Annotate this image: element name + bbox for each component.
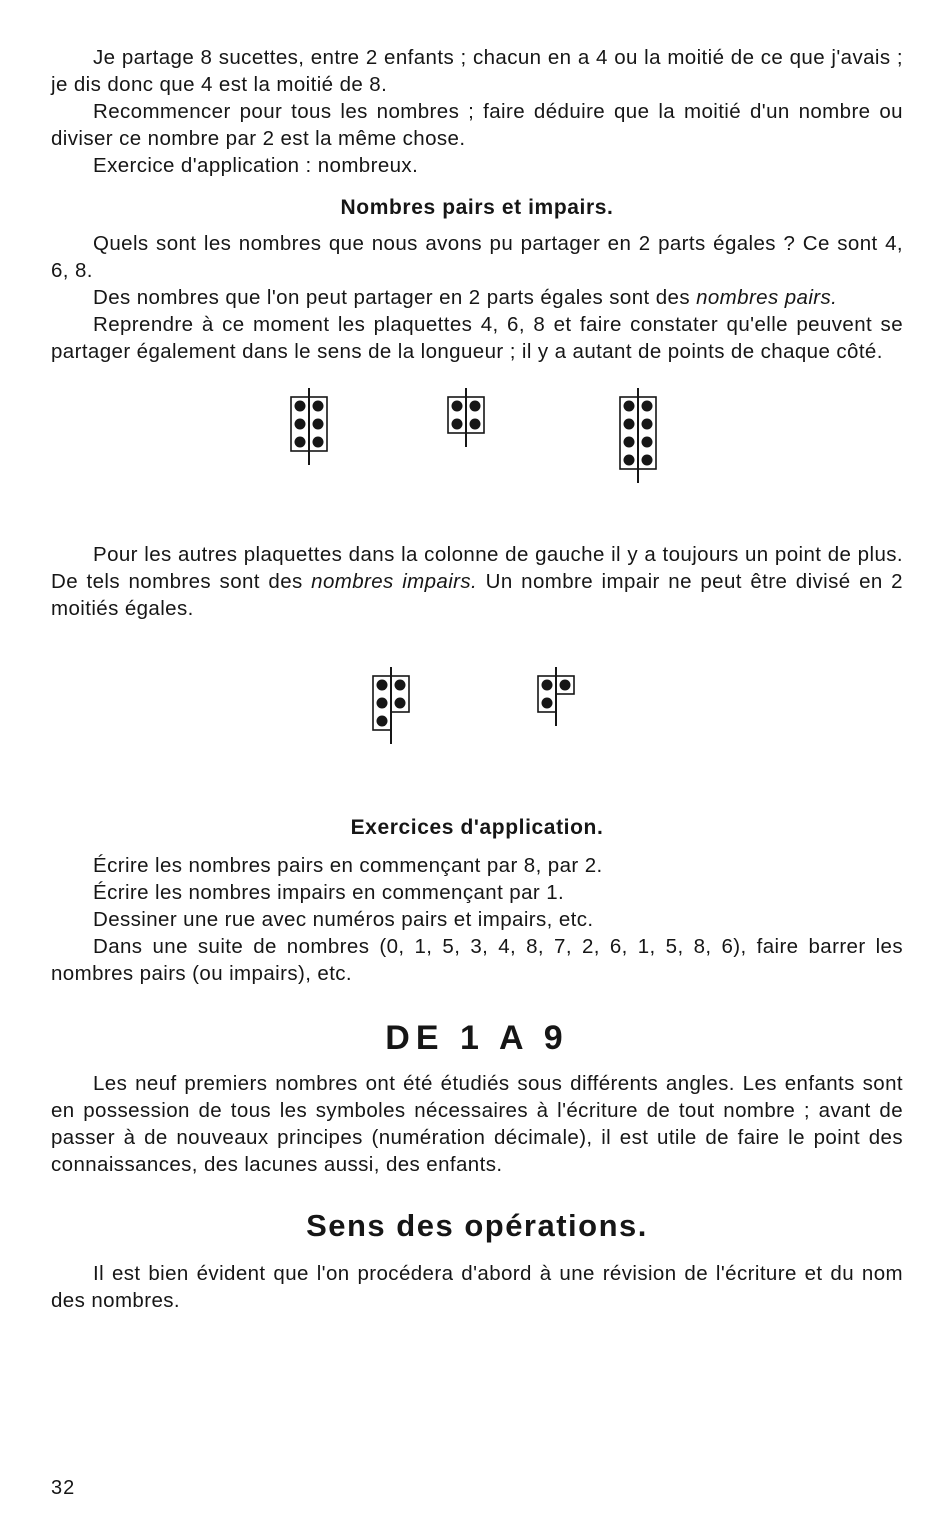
dot [542,680,553,691]
paragraph: Des nombres que l'on peut partager en 2 parts égales sont des nombres pairs. [93,286,838,309]
dot [313,419,324,430]
dot [377,698,388,709]
dot [395,698,406,709]
dot [470,419,481,430]
section-heading: Nombres pairs et impairs. [340,196,614,219]
paragraph: Recommencer pour tous les nombres ; faire déduire que la moitié d'un nombre ou diviser ce nombre par 2 est la même chose. [51,100,903,150]
plaquette-4-diagram [444,387,494,462]
dot [624,401,635,412]
chapter-heading: Sens des opérations. [306,1208,648,1243]
dot [642,401,653,412]
list-item: Dans une suite de nombres (0, 1, 5, 3, 4, 8, 7, 2, 6, 1, 5, 8, 6), faire barrer les nombres pairs (ou impairs), etc. [51,935,903,985]
dot [377,716,388,727]
list-item: Écrire les nombres pairs en commençant par 8, par 2. [93,854,603,877]
dot [642,419,653,430]
dot [295,401,306,412]
even-plaquettes-figure [51,387,903,527]
list-item: Dessiner une rue avec numéros pairs et impairs, etc. [93,908,594,931]
chapter-heading: DE 1 A 9 [385,1019,569,1057]
dot [624,437,635,448]
dot [295,419,306,430]
dot [560,680,571,691]
dot [470,401,481,412]
dot [642,455,653,466]
paragraph: Les neuf premiers nombres ont été étudiés sous différents angles. Les enfants sont en possession de tous les symboles nécessaires à l'écriture de tout nombre ; avant de passer à de nouveaux principes (numération décimale), il est utile de faire le point des connaissances, des lacunes aussi, des enfants. [51,1072,903,1176]
section-heading: Exercices d'application. [350,816,604,839]
paragraph: Quels sont les nombres que nous avons pu partager en 2 parts égales ? Ce sont 4, 6, 8. [51,232,903,282]
plaquette-5-diagram [369,666,419,766]
dot [624,419,635,430]
dot [452,401,463,412]
plaquette-3-diagram [534,666,584,756]
plaquette-8-diagram [616,387,666,517]
paragraph: Pour les autres plaquettes dans la colonne de gauche il y a toujours un point de plus. De tels nombres sont des nombres impairs. Un nombre impair ne peut être divisé en 2 moitiés égales. [51,543,903,620]
plaquette-6-diagram [287,387,337,487]
odd-plaquettes-figure [51,666,903,786]
paragraph: Reprendre à ce moment les plaquettes 4, 6, 8 et faire constater qu'elle peuvent se partager également dans le sens de la longueur ; il y a autant de points de chaque côté. [51,313,903,363]
paragraph: Je partage 8 sucettes, entre 2 enfants ; chacun en a 4 ou la moitié de ce que j'avais ; je dis donc que 4 est la moitié de 8. [51,46,903,96]
dot [295,437,306,448]
dot [542,698,553,709]
paragraph: Il est bien évident que l'on procédera d'abord à une révision de l'écriture et du nom des nombres. [51,1262,903,1312]
page-number: 32 [51,1477,76,1499]
dot [452,419,463,430]
dot [313,437,324,448]
dot [624,455,635,466]
dot [395,680,406,691]
page-content [51,44,903,1314]
dot [313,401,324,412]
dot [642,437,653,448]
paragraph: Exercice d'application : nombreux. [93,154,419,177]
list-item: Écrire les nombres impairs en commençant par 1. [93,881,565,904]
dot [377,680,388,691]
